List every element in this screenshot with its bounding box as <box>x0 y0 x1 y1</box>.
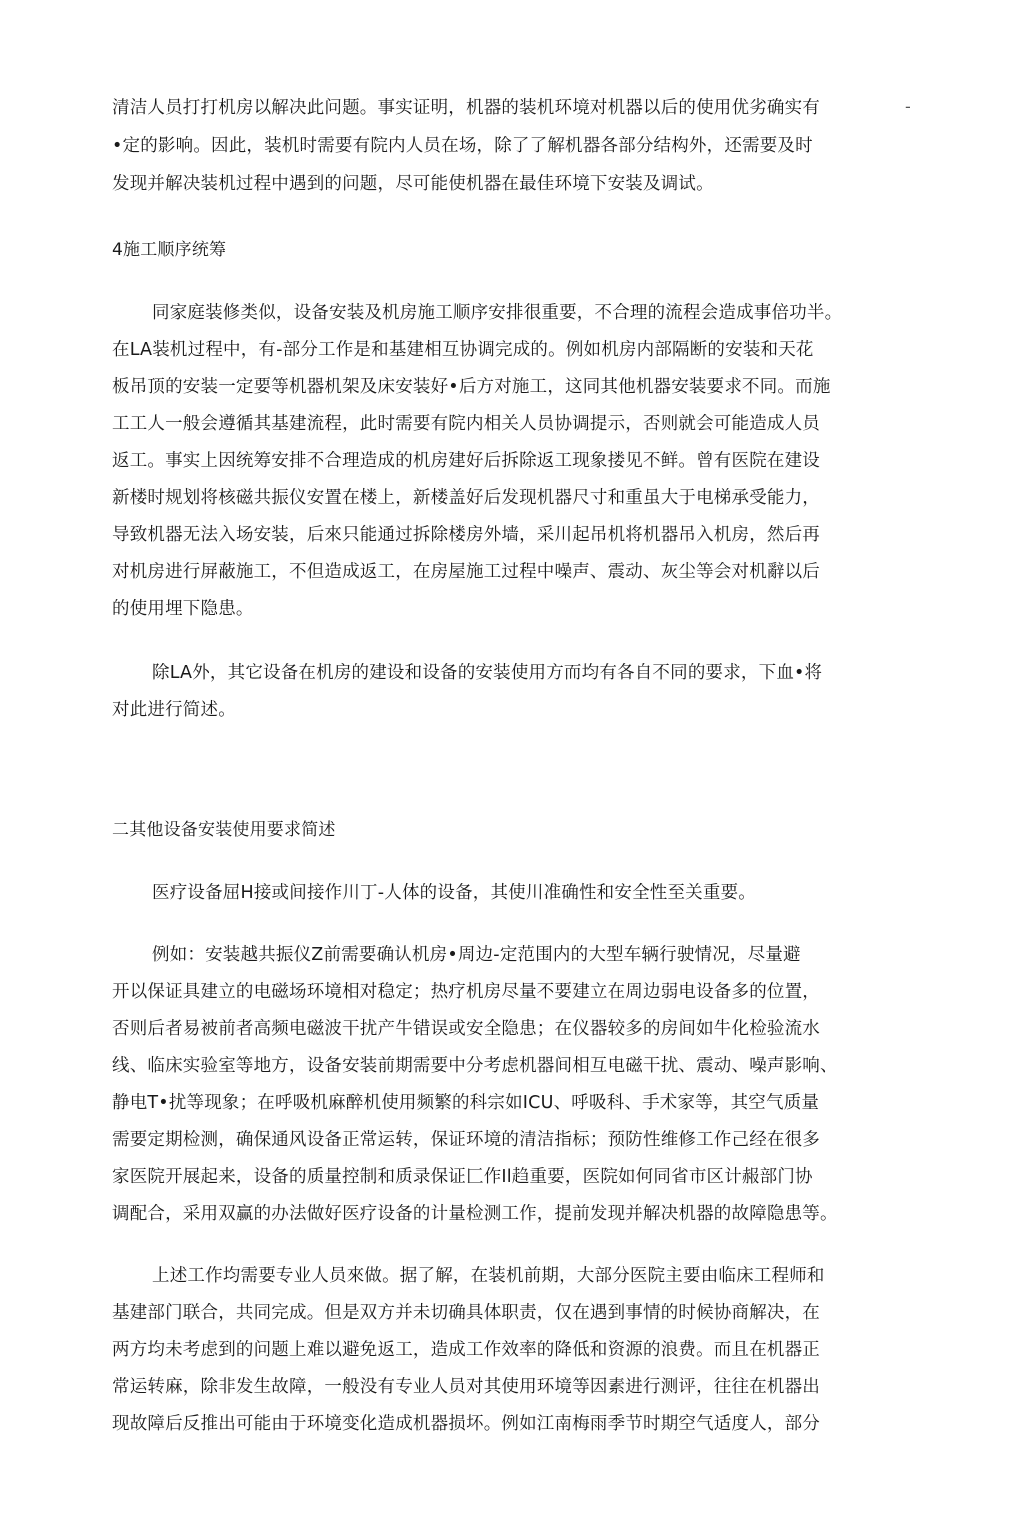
text-line: 工工人一般会遵循其基建流程，此时需要有院内相关人员协调提示，否则就会可能造成人员 <box>112 414 820 434</box>
text-line: 否则后者易被前者高频电磁波干扰产牛错误或安全隐患；在仪器较多的房间如牛化检验流水 <box>112 1019 820 1039</box>
text-line: 两方均未考虑到的问题上难以避免返工，造成工作效率的降低和资源的浪费。而且在机器正 <box>112 1340 820 1360</box>
text-line: 需要定期检测，确保通风设备正常运转，保证环境的清洁指标；预防性维修工作己经在很多 <box>112 1130 820 1150</box>
text-line: 常运转麻，除非发生故障，一般没有专业人员对其使用环境等因素进行测评，往往在机器出 <box>112 1377 820 1397</box>
text-line: 开以保证具建立的电磁场环境相对稳定；热疗机房尽量不要建立在周边弱电设备多的位置， <box>112 982 820 1002</box>
text-line: 静电T•扰等现象；在呼吸机麻醉机使用频繁的科宗如ICU、呼吸科、手术家等，其空气质量 <box>112 1093 820 1113</box>
text-line: 返工。事实上因统筹安排不合理造成的机房建好后拆除返工现象搂见不鲜。曾有医院在建设 <box>112 451 820 471</box>
text-line: 调配合，采用双赢的办法做好医疗设备的计量检测工作，提前发现并解决机器的故障隐患等。 <box>112 1204 838 1224</box>
section-heading: 二其他设备安装使用要求简述 <box>112 820 336 840</box>
text-line: 的使用埋下隐患。 <box>112 599 254 619</box>
margin-dash-mark: - <box>905 97 911 116</box>
section-heading: 4施工顺序统筹 <box>112 240 227 260</box>
text-line: 板吊顶的安装一定要等机器机架及床安装好•后方对施工，这同其他机器安装要求不同。而施 <box>112 377 831 397</box>
text-line: 例如：安装越共振仪Z前需要确认机房•周边-定范围内的大型车辆行驶情况，尽量避 <box>152 945 801 965</box>
text-line: •定的影响。因此，装机时需要有院内人员在场，除了了解机器各部分结构外，还需要及时 <box>112 136 813 156</box>
text-line: 除LA外，其它设备在机房的建设和设备的安装使用方而均有各自不同的要求，下血•将 <box>152 663 823 683</box>
text-line: 发现并解决装机过程中遇到的问题，尽可能使机器在最佳环境下安装及调试。 <box>112 174 714 194</box>
text-line: 清洁人员打打机房以解决此问题。事实证明，机器的装机环境对机器以后的使用优劣确实有 <box>112 98 820 118</box>
text-line: 上述工作均需要专业人员來做。据了解，在装机前期，大部分医院主要由临床工程师和 <box>152 1266 825 1286</box>
text-line: 对此进行简述。 <box>112 700 236 720</box>
text-line: 家医院开展起来，设备的质量控制和质录保证匚作Il趋重要，医院如何同省市区计赧部门协 <box>112 1167 813 1187</box>
text-line: 在LA装机过程中，有-部分工作是和基建相互协调完成的。例如机房内部隔断的安装和天花 <box>112 340 814 360</box>
text-line: 现故障后反推出可能由于环境变化造成机器损坏。例如江南梅雨季节时期空气适度人，部分 <box>112 1414 820 1434</box>
text-line: 对机房进行屏蔽施工，不但造成返工，在房屋施工过程中噪声、震动、灰尘等会对机辭以后 <box>112 562 820 582</box>
text-line: 医疗设备屈H接或间接作川丁-人体的设备，其使川准确性和安全性至关重要。 <box>152 883 756 903</box>
text-line: 新楼时规划将核磁共振仪安置在楼上，新楼盖好后发现机器尺寸和重虽大于电梯承受能力， <box>112 488 820 508</box>
text-line: 线、临床实验室等地方，设备安装前期需要中分考虑机器间相互电磁干扰、震动、噪声影响、 <box>112 1056 838 1076</box>
text-line: 导致机器无法入场安装，后來只能通过拆除楼房外墙，采川起吊机将机器吊入机房，然后再 <box>112 525 820 545</box>
text-line: 同家庭装修类似，设备安装及机房施工顺序安排很重要，不合理的流程会造成事倍功半。 <box>152 303 843 323</box>
text-line: 基建部门联合，共同完成。但是双方并未切确具体职责，仅在遇到事情的时候协商解决，在 <box>112 1303 820 1323</box>
